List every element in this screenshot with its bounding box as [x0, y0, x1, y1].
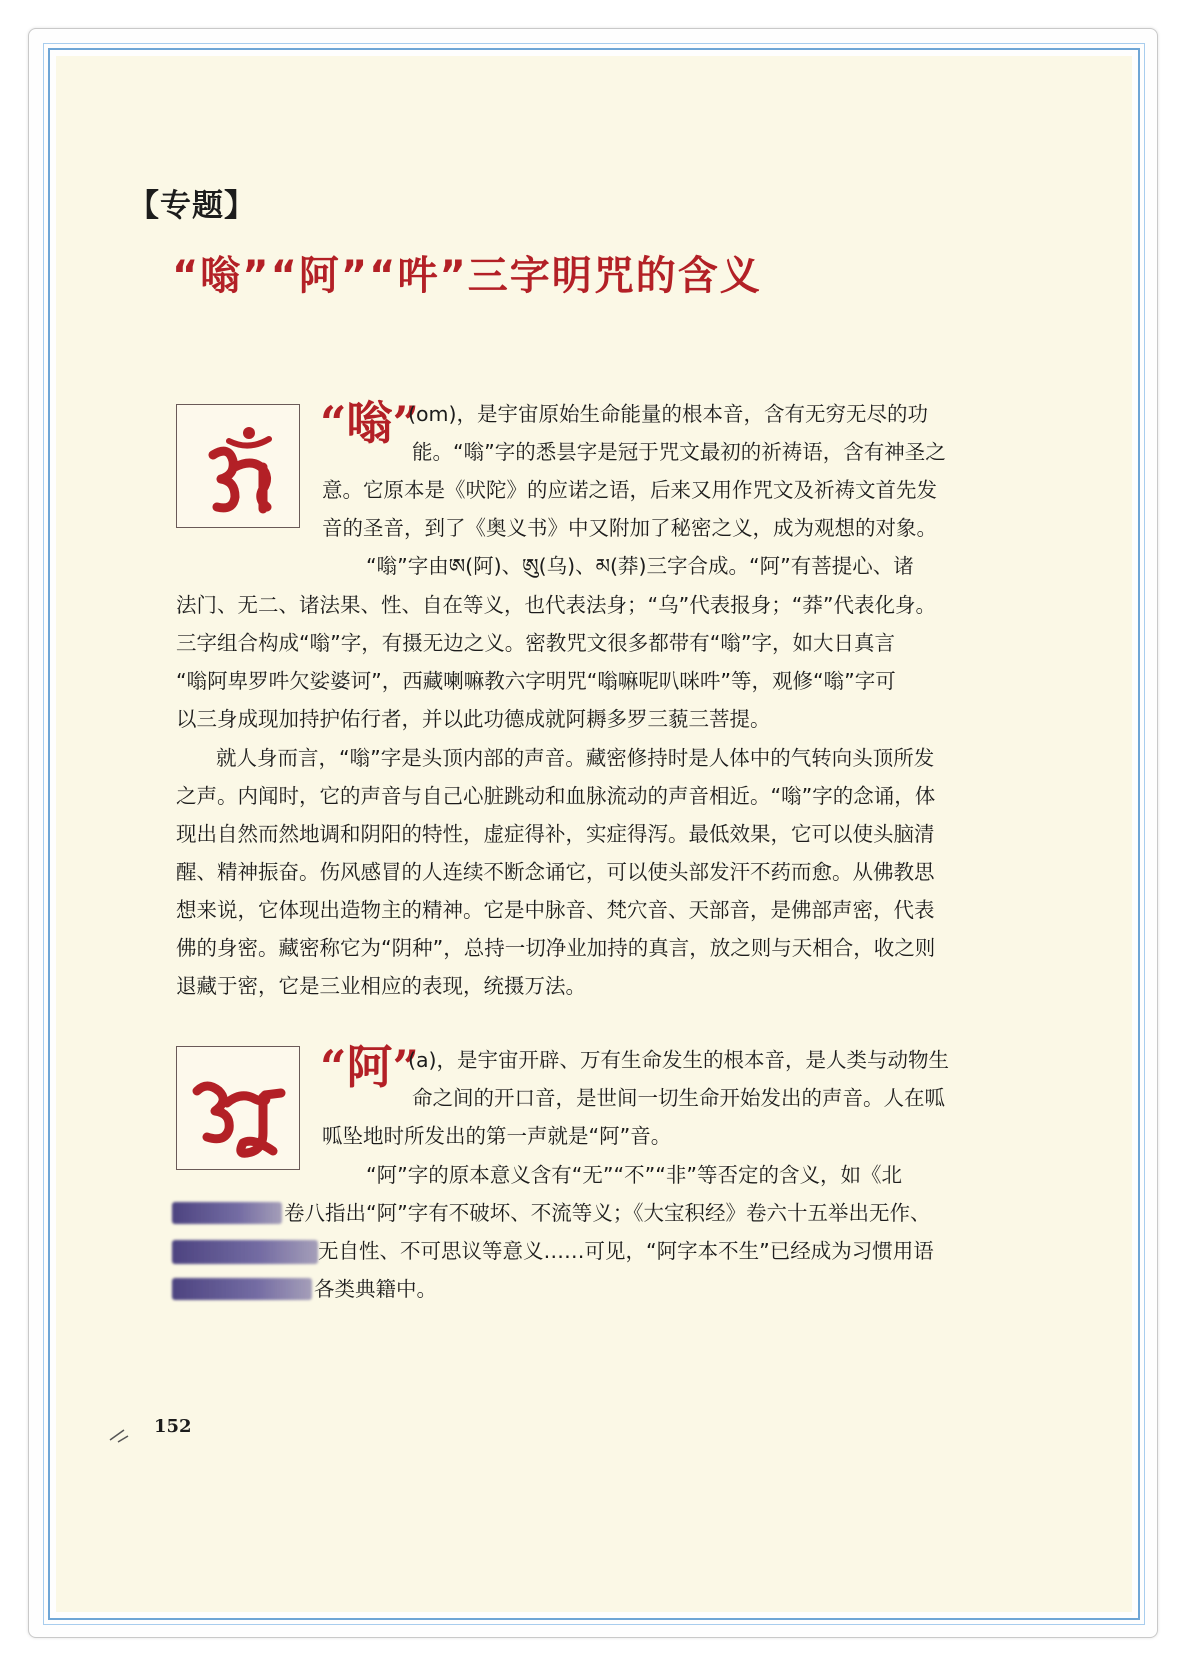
page-number: 152 [154, 1416, 192, 1437]
om-heading-char: “嗡” [320, 396, 419, 450]
om-paragraph-line: 现出自然而然地调和阴阳的特性，虚症得补，实症得泻。最低效果，它可以使头脑清 [176, 822, 935, 846]
a-paragraph-line: 各类典籍中。 [314, 1277, 437, 1301]
om-paragraph-line: “嗡阿卑罗吽欠娑婆诃”，西藏喇嘛教六字明咒“嗡嘛呢叭咪吽”等，观修“嗡”字可 [176, 669, 896, 693]
a-intro-line: 命之间的开口音，是世间一切生命开始发出的声音。人在呱 [412, 1086, 945, 1110]
tibetan-om-icon [177, 405, 301, 529]
om-paragraph-line: 三字组合构成“嗡”字，有摄无边之义。密教咒文很多都带有“嗡”字，如大日真言 [176, 631, 895, 655]
om-paragraph-line: 之声。内闻时，它的声音与自己心脏跳动和血脉流动的声音相近。“嗡”字的念诵，体 [176, 784, 936, 808]
a-paragraph-line: 卷八指出“阿”字有不破坏、不流等义；《大宝积经》卷六十五举出无作、 [284, 1201, 931, 1225]
page-title: “嗡”“阿”“吽”三字明咒的含义 [172, 253, 762, 299]
om-paragraph-line: 退藏于密，它是三业相应的表现，统摄万法。 [176, 974, 586, 998]
om-intro-line: 能。“嗡”字的悉昙字是冠于咒文最初的祈祷语，含有神圣之 [412, 440, 946, 464]
om-paragraph-line: 法门、无二、诸法果、性、自在等义，也代表法身；“乌”代表报身；“莽”代表化身。 [176, 593, 936, 617]
om-paragraph-line: “嗡”字由ཨ(阿)、ཨུ(乌)、མ(莽)三字合成。“阿”有菩提心、诸 [366, 554, 914, 578]
om-paragraph-line: 醒、精神振奋。伤风感冒的人连续不断念诵它，可以使头部发汗不药而愈。从佛教思 [176, 860, 935, 884]
om-intro-line: (om)，是宇宙原始生命能量的根本音，含有无穷无尽的功 [408, 402, 929, 426]
ink-smear [172, 1278, 312, 1300]
om-intro-line: 意。它原本是《吠陀》的应诺之语，后来又用作咒文及祈祷文首先发 [322, 478, 937, 502]
section-tag: 【专题】 [128, 188, 256, 224]
a-intro-line: (a)，是宇宙开辟、万有生命发生的根本音，是人类与动物生 [408, 1048, 950, 1072]
om-paragraph-line: 佛的身密。藏密称它为“阴种”，总持一切净业加持的真言，放之则与天相合，收之则 [176, 936, 936, 960]
om-intro-line: 音的圣音，到了《奥义书》中又附加了秘密之义，成为观想的对象。 [322, 516, 937, 540]
scan-mark [106, 1424, 146, 1444]
om-paragraph-line: 想来说，它体现出造物主的精神。它是中脉音、梵穴音、天部音，是佛部声密，代表 [176, 898, 935, 922]
om-paragraph-line: 就人身而言，“嗡”字是头顶内部的声音。藏密修持时是人体中的气转向头顶所发 [216, 746, 935, 770]
om-syllable-seal [176, 404, 300, 528]
a-paragraph-line: “阿”字的原本意义含有“无”“不”“非”等否定的含义，如《北 [366, 1163, 902, 1187]
ink-smear [172, 1240, 318, 1264]
a-syllable-seal [176, 1046, 300, 1170]
a-intro-line: 呱坠地时所发出的第一声就是“阿”音。 [322, 1124, 672, 1148]
om-paragraph-line: 以三身成现加持护佑行者，并以此功德成就阿耨多罗三藐三菩提。 [176, 707, 771, 731]
ink-smear [172, 1202, 282, 1224]
a-paragraph-line: 无自性、不可思议等意义……可见，“阿字本不生”已经成为习惯用语 [318, 1239, 934, 1263]
a-heading-char: “阿” [320, 1040, 419, 1094]
tibetan-a-icon [177, 1047, 301, 1171]
